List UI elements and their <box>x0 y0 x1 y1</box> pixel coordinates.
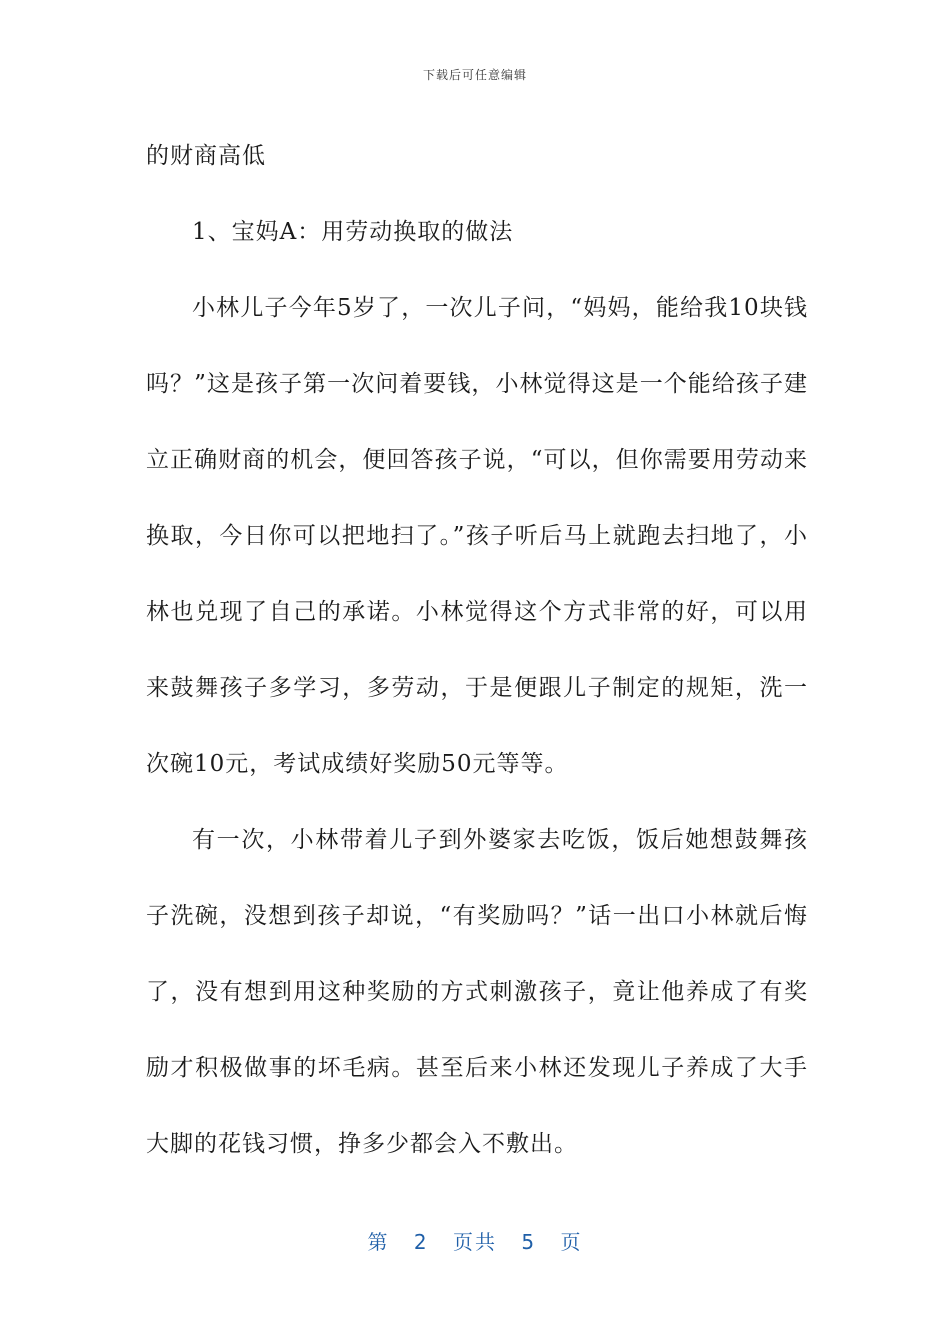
paragraph: 小林儿子今年5岁了，一次儿子问，“妈妈，能给我10块钱吗？”这是孩子第一次问着要钱，小林觉得这是一个能给孩子建立正确财商的机会，便回答孩子说，“可以，但你需要用劳动来换取，今日你可以把地扫了。”孩子听后马上就跑去扫地了，小林也兑现了自己的承诺。小林觉得这个方式非常的好，可以用来鼓舞孩子多学习，多劳动，于是便跟儿子制定的规矩，洗一次碗10元，考试成绩好奖励50元等等。 <box>146 295 808 777</box>
footer-current-page: 2 <box>413 1230 429 1254</box>
footer-prefix: 第 <box>367 1230 390 1254</box>
page-footer <box>0 1226 950 1255</box>
paragraph: 有一次，小林带着儿子到外婆家去吃饭，饭后她想鼓舞孩子洗碗，没想到孩子却说，“有奖励吗？”话一出口小林就后悔了，没有想到用这种奖励的方式刺激孩子，竟让他养成了有奖励才积极做事的坏毛病。甚至后来小林还发现儿子养成了大手大脚的花钱习惯，挣多少都会入不敷出。 <box>146 827 808 1157</box>
footer-middle: 页共 <box>453 1230 497 1254</box>
footer-suffix: 页 <box>560 1230 583 1254</box>
paragraph-continuation: 的财商高低 <box>146 143 266 169</box>
footer-total-pages: 5 <box>521 1230 537 1254</box>
section-heading: 1、宝妈A：用劳动换取的做法 <box>192 219 514 245</box>
document-body <box>146 118 808 1182</box>
page-header-note: 下载后可任意编辑 <box>422 68 527 82</box>
